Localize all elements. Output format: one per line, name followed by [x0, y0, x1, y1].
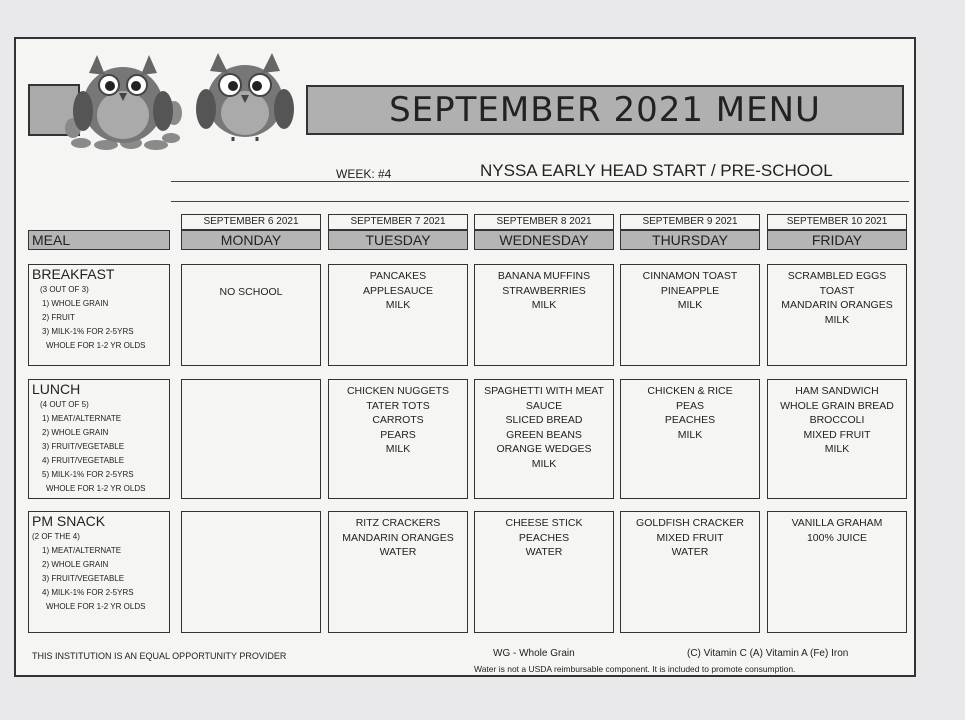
day-name-header: WEDNESDAY: [474, 230, 614, 250]
meal-label-cell: [28, 511, 170, 633]
menu-item: MANDARIN ORANGES: [781, 299, 893, 311]
meal-label-cell: [28, 264, 170, 366]
owl-on-leaves-icon: [61, 53, 186, 153]
meal-requirement-line: 4) MILK-1% FOR 2-5YRS: [42, 588, 134, 597]
meal-requirement-line: 3) FRUIT/VEGETABLE: [42, 442, 125, 451]
meal-requirement-line: 4) FRUIT/VEGETABLE: [42, 456, 125, 465]
menu-cell: [474, 379, 614, 499]
menu-item: CHEESE STICK: [505, 517, 583, 529]
week-number: WEEK: #4: [336, 167, 392, 181]
menu-item: STRAWBERRIES: [502, 284, 586, 297]
menu-cell: [767, 264, 907, 366]
menu-item: PEACHES: [518, 531, 570, 544]
owl-icon: [188, 53, 303, 141]
equal-opportunity-note: THIS INSTITUTION IS AN EQUAL OPPORTUNITY PROVIDER: [32, 651, 287, 661]
menu-cell: [620, 379, 760, 499]
meal-requirement-line: (4 OUT OF 5): [40, 400, 89, 409]
menu-item: SCRAMBLED EGGS: [787, 270, 887, 282]
vitamin-legend: (C) Vitamin C (A) Vitamin A (Fe) Iron: [687, 648, 849, 659]
meal-requirement-line: 3) FRUIT/VEGETABLE: [42, 574, 125, 583]
menu-item: SAUCE: [525, 399, 563, 412]
menu-item: PEACHES: [664, 414, 716, 426]
menu-item: TOAST: [819, 284, 855, 297]
meal-label: BREAKFAST: [32, 266, 115, 282]
day-name-header: TUESDAY: [328, 230, 468, 250]
day-name-header: MONDAY: [181, 230, 321, 250]
whole-grain-legend: WG - Whole Grain: [493, 648, 575, 659]
menu-cell: [474, 511, 614, 633]
menu-item: CARROTS: [372, 414, 424, 426]
title-bar: [306, 85, 904, 135]
menu-cell: [181, 379, 321, 499]
water-note: Water is not a USDA reimbursable component. It is included to promote consumption.: [474, 664, 796, 674]
menu-item: GOLDFISH CRACKER: [636, 517, 744, 529]
menu-item: PEAS: [675, 399, 704, 412]
menu-item: ORANGE WEDGES: [496, 443, 592, 455]
menu-sheet: [14, 37, 916, 677]
menu-cell: [767, 511, 907, 633]
menu-cell: [328, 264, 468, 366]
menu-cell: [767, 379, 907, 499]
menu-item: PANCAKES: [369, 270, 427, 282]
meal-requirement-line: 2) FRUIT: [42, 313, 75, 322]
meal-requirement-line: (3 OUT OF 3): [40, 285, 89, 294]
menu-item: MILK: [385, 299, 411, 311]
menu-item: MILK: [824, 443, 850, 455]
program-name: NYSSA EARLY HEAD START / PRE-SCHOOL: [480, 161, 833, 180]
meal-requirement-line: 1) WHOLE GRAIN: [42, 299, 109, 308]
menu-item: MILK: [531, 299, 557, 311]
menu-item: MILK: [824, 313, 850, 326]
meal-requirement-line: 1) MEAT/ALTERNATE: [42, 414, 122, 423]
menu-item: MILK: [385, 443, 411, 455]
menu-item: CHICKEN NUGGETS: [346, 385, 450, 397]
menu-item: WATER: [525, 546, 563, 558]
menu-item: APPLESAUCE: [362, 284, 434, 297]
menu-item: WATER: [671, 546, 709, 558]
meal-requirement-line: 5) MILK-1% FOR 2-5YRS: [42, 470, 134, 479]
menu-item: HAM SANDWICH: [795, 385, 879, 397]
menu-item: MILK: [531, 457, 557, 470]
menu-item: BROCCOLI: [809, 414, 865, 426]
menu-item: MANDARIN ORANGES: [342, 531, 454, 544]
menu-item: GREEN BEANS: [506, 428, 582, 441]
menu-cell: [328, 511, 468, 633]
menu-item: VANILLA GRAHAM: [791, 517, 883, 529]
menu-item: CHICKEN & RICE: [647, 385, 733, 397]
meal-requirement-line: (2 OF THE 4): [32, 532, 80, 541]
menu-item: NO SCHOOL: [219, 286, 283, 298]
day-name-header: THURSDAY: [620, 230, 760, 250]
meal-requirement-line: 2) WHOLE GRAIN: [42, 560, 109, 569]
menu-item: 100% JUICE: [806, 531, 868, 544]
day-date: SEPTEMBER 7 2021: [328, 214, 468, 230]
menu-item: SPAGHETTI WITH MEAT: [484, 385, 604, 397]
meal-column-header: MEAL: [28, 230, 170, 250]
menu-item: WATER: [379, 546, 417, 558]
menu-item: BANANA MUFFINS: [497, 270, 591, 282]
meal-requirement-line: 3) MILK-1% FOR 2-5YRS: [42, 327, 134, 336]
menu-item: SLICED BREAD: [505, 414, 583, 426]
menu-title: SEPTEMBER 2021 MENU: [389, 90, 821, 130]
menu-item: MIXED FRUIT: [803, 428, 871, 441]
day-date: SEPTEMBER 9 2021: [620, 214, 760, 230]
menu-item: CINNAMON TOAST: [642, 270, 738, 282]
meal-requirement-line: WHOLE FOR 1-2 YR OLDS: [46, 341, 146, 350]
header-rule: [171, 201, 909, 202]
day-date: SEPTEMBER 10 2021: [767, 214, 907, 230]
menu-cell: [181, 264, 321, 366]
day-date: SEPTEMBER 6 2021: [181, 214, 321, 230]
meal-requirement-line: 1) MEAT/ALTERNATE: [42, 546, 122, 555]
menu-item: PINEAPPLE: [660, 284, 720, 297]
menu-item: MIXED FRUIT: [656, 531, 724, 544]
menu-item: PEARS: [380, 428, 416, 441]
day-date: SEPTEMBER 8 2021: [474, 214, 614, 230]
meal-label: LUNCH: [32, 381, 81, 397]
day-name-header: FRIDAY: [767, 230, 907, 250]
menu-cell: [181, 511, 321, 633]
meal-requirement-line: WHOLE FOR 1-2 YR OLDS: [46, 484, 146, 493]
menu-item: RITZ CRACKERS: [355, 517, 441, 529]
menu-item: TATER TOTS: [366, 399, 430, 412]
menu-cell: [620, 511, 760, 633]
menu-item: MILK: [677, 299, 703, 311]
meal-label: PM SNACK: [32, 513, 106, 529]
meal-label-cell: [28, 379, 170, 499]
meal-requirement-line: WHOLE FOR 1-2 YR OLDS: [46, 602, 146, 611]
menu-cell: [328, 379, 468, 499]
menu-cell: [474, 264, 614, 366]
menu-item: MILK: [677, 428, 703, 441]
menu-item: WHOLE GRAIN BREAD: [780, 399, 894, 412]
meal-requirement-line: 2) WHOLE GRAIN: [42, 428, 109, 437]
menu-cell: [620, 264, 760, 366]
header-rule: [171, 181, 909, 182]
